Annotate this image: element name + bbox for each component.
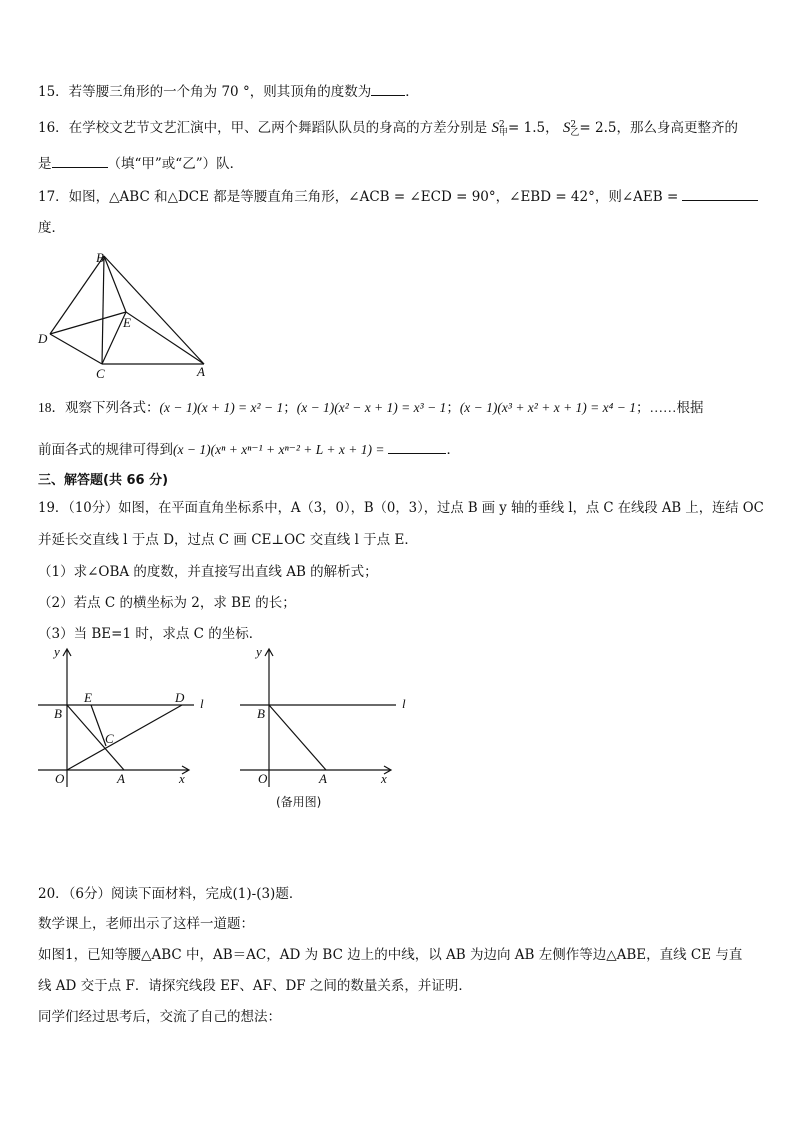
fig1-label-d: D xyxy=(175,690,185,705)
fig1-seg-od xyxy=(67,705,182,770)
fig2-label-b: B xyxy=(257,706,265,721)
q16-sub-jia: 甲 xyxy=(498,127,508,138)
q17-seg-ba xyxy=(104,256,204,364)
q20-line2: 数学课上，老师出示了这样一道题： xyxy=(38,916,254,932)
q15-end: ． xyxy=(405,84,419,100)
q16-val-jia: = 1.5 xyxy=(508,120,546,136)
q17-label-a: A xyxy=(197,364,205,379)
q18-suffix: ；……根据 xyxy=(635,400,704,415)
q17-answer-blank[interactable] xyxy=(682,188,758,201)
fig2-label-x: x xyxy=(381,771,387,786)
q16-s-jia: S xyxy=(491,120,499,136)
q20-line3: 如图1，已知等腰△ABC 中，AB＝AC，AD 为 BC 边上的中线，以 AB 为边向 AB 左侧作等边△ABE，直线 CE 与直 xyxy=(38,947,743,963)
q15-answer-blank[interactable] xyxy=(371,83,405,96)
q17-label-e: E xyxy=(123,315,131,330)
q16-line2-a: 是 xyxy=(38,156,52,172)
q17-label-c: C xyxy=(96,366,105,380)
question-18: 18．观察下列各式：(x − 1)(x + 1) = x² − 1；(x − 1)(x² − x + 1) = x³ − 1；(x − 1)(x³ + x² + x + 1) = x⁴ − 1；……根据 xyxy=(38,400,704,415)
q19-sub2: （2）若点 C 的横坐标为 2，求 BE 的长； xyxy=(38,595,296,611)
fig1-label-e: E xyxy=(84,690,92,705)
q19-line2: 并延长交直线 l 于点 D，过点 C 画 CE⊥OC 交直线 l 于点 E． xyxy=(38,532,418,548)
q18-eq4: (x − 1)(xⁿ + xⁿ⁻¹ + xⁿ⁻² + L + x + 1) = xyxy=(173,442,385,457)
section-3-title: 三、解答题(共 66 分) xyxy=(38,473,169,488)
q19-sub3: （3）当 BE=1 时，求点 C 的坐标． xyxy=(38,626,263,642)
fig2-label-o: O xyxy=(258,771,268,786)
fig1-label-a: A xyxy=(117,771,125,786)
q16-text-b: ，那么身高更整齐的 xyxy=(616,120,738,136)
fig2-caption: (备用图) xyxy=(276,795,322,809)
q19-figure-1 xyxy=(34,644,219,789)
q17-figure xyxy=(30,246,220,380)
fig2-label-a: A xyxy=(319,771,327,786)
q17-seg-be xyxy=(104,256,126,312)
q17-seg-bc xyxy=(102,256,104,364)
q18-eq1: (x − 1)(x + 1) = x² − 1 xyxy=(159,400,284,415)
q19-line1: 19．（10分）如图，在平面直角坐标系中，A（3，0），B（0，3），过点 B 画 y 轴的垂线 l，点 C 在线段 AB 上，连结 OC xyxy=(38,500,764,516)
q19-sub1: （1）求∠OBA 的度数，并直接写出直线 AB 的解析式； xyxy=(38,564,378,580)
fig2-label-l: l xyxy=(402,696,406,711)
q15-text: 15．若等腰三角形的一个角为 70 °，则其顶角的度数为 xyxy=(38,84,372,100)
question-15 xyxy=(38,83,419,101)
q16-text-a: 16．在学校文艺节文艺汇演中，甲、乙两个舞蹈队队员的身高的方差分别是 xyxy=(38,120,488,136)
q16-line2-b: （填“甲”或“乙”）队． xyxy=(107,156,244,172)
q16-sub-yi: 乙 xyxy=(570,127,580,138)
q17-label-d: D xyxy=(38,331,48,346)
q19-figure-2 xyxy=(236,644,416,814)
q18-line2-a: 前面各式的规律可得到 xyxy=(38,442,173,458)
fig2-label-y: y xyxy=(256,644,262,659)
question-18-line2 xyxy=(38,441,460,459)
q17-text: 17．如图，△ABC 和△DCE 都是等腰直角三角形，∠ACB = ∠ECD = 90°，∠EBD = 42°，则∠AEB = xyxy=(38,189,679,205)
q18-answer-blank[interactable] xyxy=(388,441,446,454)
q17-seg-bd xyxy=(50,256,104,334)
q20-line4: 线 AD 交于点 F．请探究线段 EF、AF、DF 之间的数量关系，并证明． xyxy=(38,978,472,994)
fig1-label-b: B xyxy=(54,706,62,721)
q18-eq3: (x − 1)(x³ + x² + x + 1) = x⁴ − 1 xyxy=(459,400,636,415)
fig1-seg-ec xyxy=(91,705,106,746)
q17-seg-de xyxy=(50,312,126,334)
q17-label-b: B xyxy=(96,250,104,265)
q18-prefix: 18．观察下列各式： xyxy=(38,400,160,415)
fig2-seg-ba xyxy=(269,705,326,770)
fig1-label-x: x xyxy=(179,771,185,786)
fig1-label-o: O xyxy=(55,771,65,786)
fig1-seg-ba xyxy=(67,705,124,770)
question-16: 16．在学校文艺节文艺汇演中，甲、乙两个舞蹈队队员的身高的方差分别是 S 2 甲 = 1.5， S 2 乙 = 2.5，那么身高更整齐的 xyxy=(38,119,738,138)
q18-eq2: (x − 1)(x² − x + 1) = x³ − 1 xyxy=(296,400,447,415)
q20-line1: 20．（6分）阅读下面材料，完成(1)-(3)题． xyxy=(38,886,303,902)
q18-end: ． xyxy=(446,442,460,458)
q16-s-yi: S xyxy=(562,120,571,136)
question-16-line2 xyxy=(38,155,243,173)
fig1-label-c: C xyxy=(105,731,114,746)
q20-line5: 同学们经过思考后，交流了自己的想法： xyxy=(38,1009,281,1025)
question-17 xyxy=(38,188,758,206)
question-17-line2 xyxy=(38,219,65,237)
q17-line2: 度． xyxy=(38,220,65,236)
fig1-label-y: y xyxy=(54,644,60,659)
q16-answer-blank[interactable] xyxy=(52,155,108,168)
fig1-label-l: l xyxy=(200,696,204,711)
q17-seg-dc xyxy=(50,334,102,364)
q16-val-yi: = 2.5 xyxy=(579,120,617,136)
q17-seg-ea xyxy=(126,312,204,364)
